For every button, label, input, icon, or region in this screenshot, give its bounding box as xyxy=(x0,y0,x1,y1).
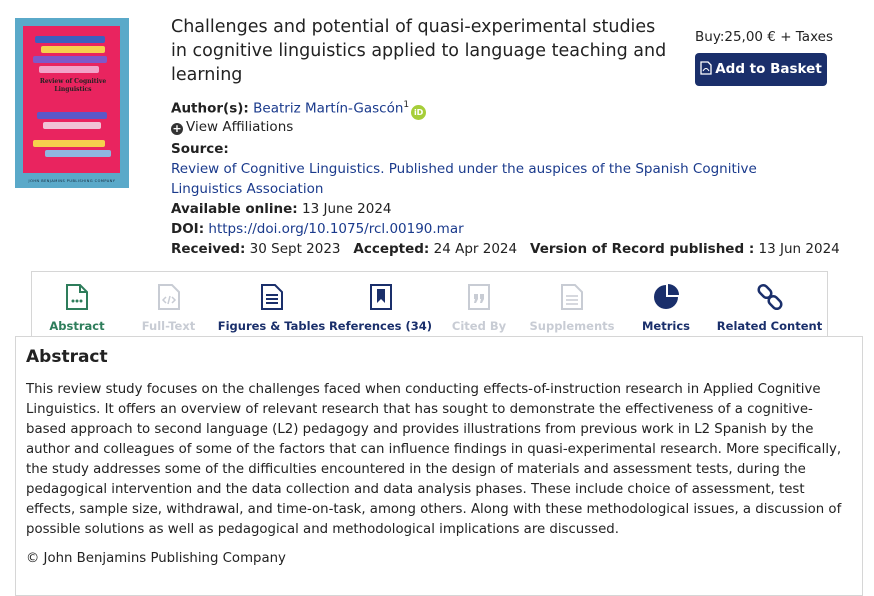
source-label: Source: xyxy=(171,141,229,157)
cover-stripe xyxy=(45,150,111,157)
cover-stripe xyxy=(43,122,101,129)
view-affiliations-label: View Affiliations xyxy=(186,119,294,135)
cover-stripe xyxy=(39,66,99,73)
tab-cited-by[interactable] xyxy=(433,272,525,344)
orcid-icon[interactable]: iD xyxy=(411,105,426,120)
doi-row xyxy=(171,219,464,239)
article-tabs xyxy=(31,271,828,344)
tab-supplements[interactable] xyxy=(525,272,619,344)
cover-stripe xyxy=(37,112,107,119)
link-icon xyxy=(756,282,784,312)
bookmark-document-icon xyxy=(369,282,393,312)
received-label: Received: xyxy=(171,241,246,257)
abstract-text: This review study focuses on the challenges faced when conducting effects-of-instruction research in Applied Cognitive Linguistics. It offers an overview of relevant research that has sought to demonstrate the effectiveness of a cognitive-based approach to second language (L2) pedagogy and provides illustrations from previous work in L2 Spanish by the author and colleagues of some of the factors that can influence findings in quasi-experimental research. More specifically, the study addresses some of the difficulties encountered in the design of materials and assessment tests, during the pedagogical intervention and the data collection and data analysis phases. These include choice of assessment, test effects, sample size, withdrawal, and time-on-task, among others. Along with these methodological issues, a discussion of possible solutions as well as pedagogical and methodological implications are discussed. xyxy=(26,382,842,537)
author-link[interactable]: Beatriz Martín-Gascón xyxy=(253,100,404,117)
cover-publisher: JOHN BENJAMINS PUBLISHING COMPANY xyxy=(15,174,129,188)
quote-document-icon xyxy=(467,282,491,312)
tab-abstract[interactable] xyxy=(32,272,122,344)
tab-label: Metrics xyxy=(641,319,691,333)
journal-cover[interactable] xyxy=(15,18,129,188)
cover-stripe xyxy=(33,140,105,147)
code-document-icon xyxy=(157,282,181,312)
tab-references[interactable] xyxy=(328,272,433,344)
doi-label: DOI: xyxy=(171,221,205,237)
source-link[interactable]: Review of Cognitive Linguistics. Published under the auspices of the Spanish Cognitive Linguistics Association xyxy=(171,161,757,197)
available-online-row xyxy=(171,199,392,219)
tab-label: Supplements xyxy=(529,319,615,333)
pie-chart-icon xyxy=(652,282,680,312)
add-to-basket-button[interactable] xyxy=(695,53,827,86)
tab-full-text[interactable] xyxy=(122,272,215,344)
cover-stripe xyxy=(35,36,105,43)
authors-row xyxy=(171,95,426,120)
tab-label: Abstract xyxy=(49,319,105,333)
accepted-label: Accepted: xyxy=(353,241,430,257)
copyright-text: © John Benjamins Publishing Company xyxy=(26,551,286,566)
authors-label: Author(s): xyxy=(171,100,249,117)
accepted-date: 24 Apr 2024 xyxy=(433,241,518,257)
supplement-document-icon xyxy=(560,282,584,312)
doi-link[interactable]: https://doi.org/10.1075/rcl.00190.mar xyxy=(208,221,464,237)
add-to-basket-label: Add to Basket xyxy=(715,61,822,77)
available-date: 13 June 2024 xyxy=(302,201,392,217)
tab-label: Figures & Tables xyxy=(217,319,326,333)
tab-metrics[interactable] xyxy=(619,272,713,344)
tab-label: Cited By xyxy=(451,319,507,333)
cover-stripe xyxy=(41,46,105,53)
available-label: Available online: xyxy=(171,201,298,217)
vor-label: Version of Record published : xyxy=(530,241,755,257)
tab-label: Related Content xyxy=(716,319,823,333)
abstract-heading: Abstract xyxy=(26,347,108,367)
tab-figures-tables[interactable] xyxy=(215,272,328,344)
vor-date: 13 Jun 2024 xyxy=(758,241,840,257)
tab-related-content[interactable] xyxy=(713,272,826,344)
cover-artwork xyxy=(23,26,120,173)
article-title: Challenges and potential of quasi-experimental studies in cognitive linguistics applied to language teaching and learning xyxy=(171,17,667,85)
tab-label: References (34) xyxy=(328,319,433,333)
received-date: 30 Sept 2023 xyxy=(249,241,341,257)
cover-journal-title: Review of Cognitive Linguistics xyxy=(39,78,107,93)
source-label-row xyxy=(171,139,229,159)
abstract-panel xyxy=(15,336,863,596)
lines-document-icon xyxy=(260,282,284,312)
dates-row xyxy=(171,239,840,259)
pdf-icon xyxy=(700,61,712,75)
document-icon xyxy=(65,282,89,312)
price-text: Buy:25,00 € + Taxes xyxy=(695,29,833,45)
cover-stripe xyxy=(33,56,107,63)
tab-label: Full-Text xyxy=(141,319,196,333)
plus-circle-icon: + xyxy=(172,122,182,135)
view-affiliations-toggle[interactable] xyxy=(171,117,293,137)
author-affiliation-number: 1 xyxy=(403,100,410,110)
